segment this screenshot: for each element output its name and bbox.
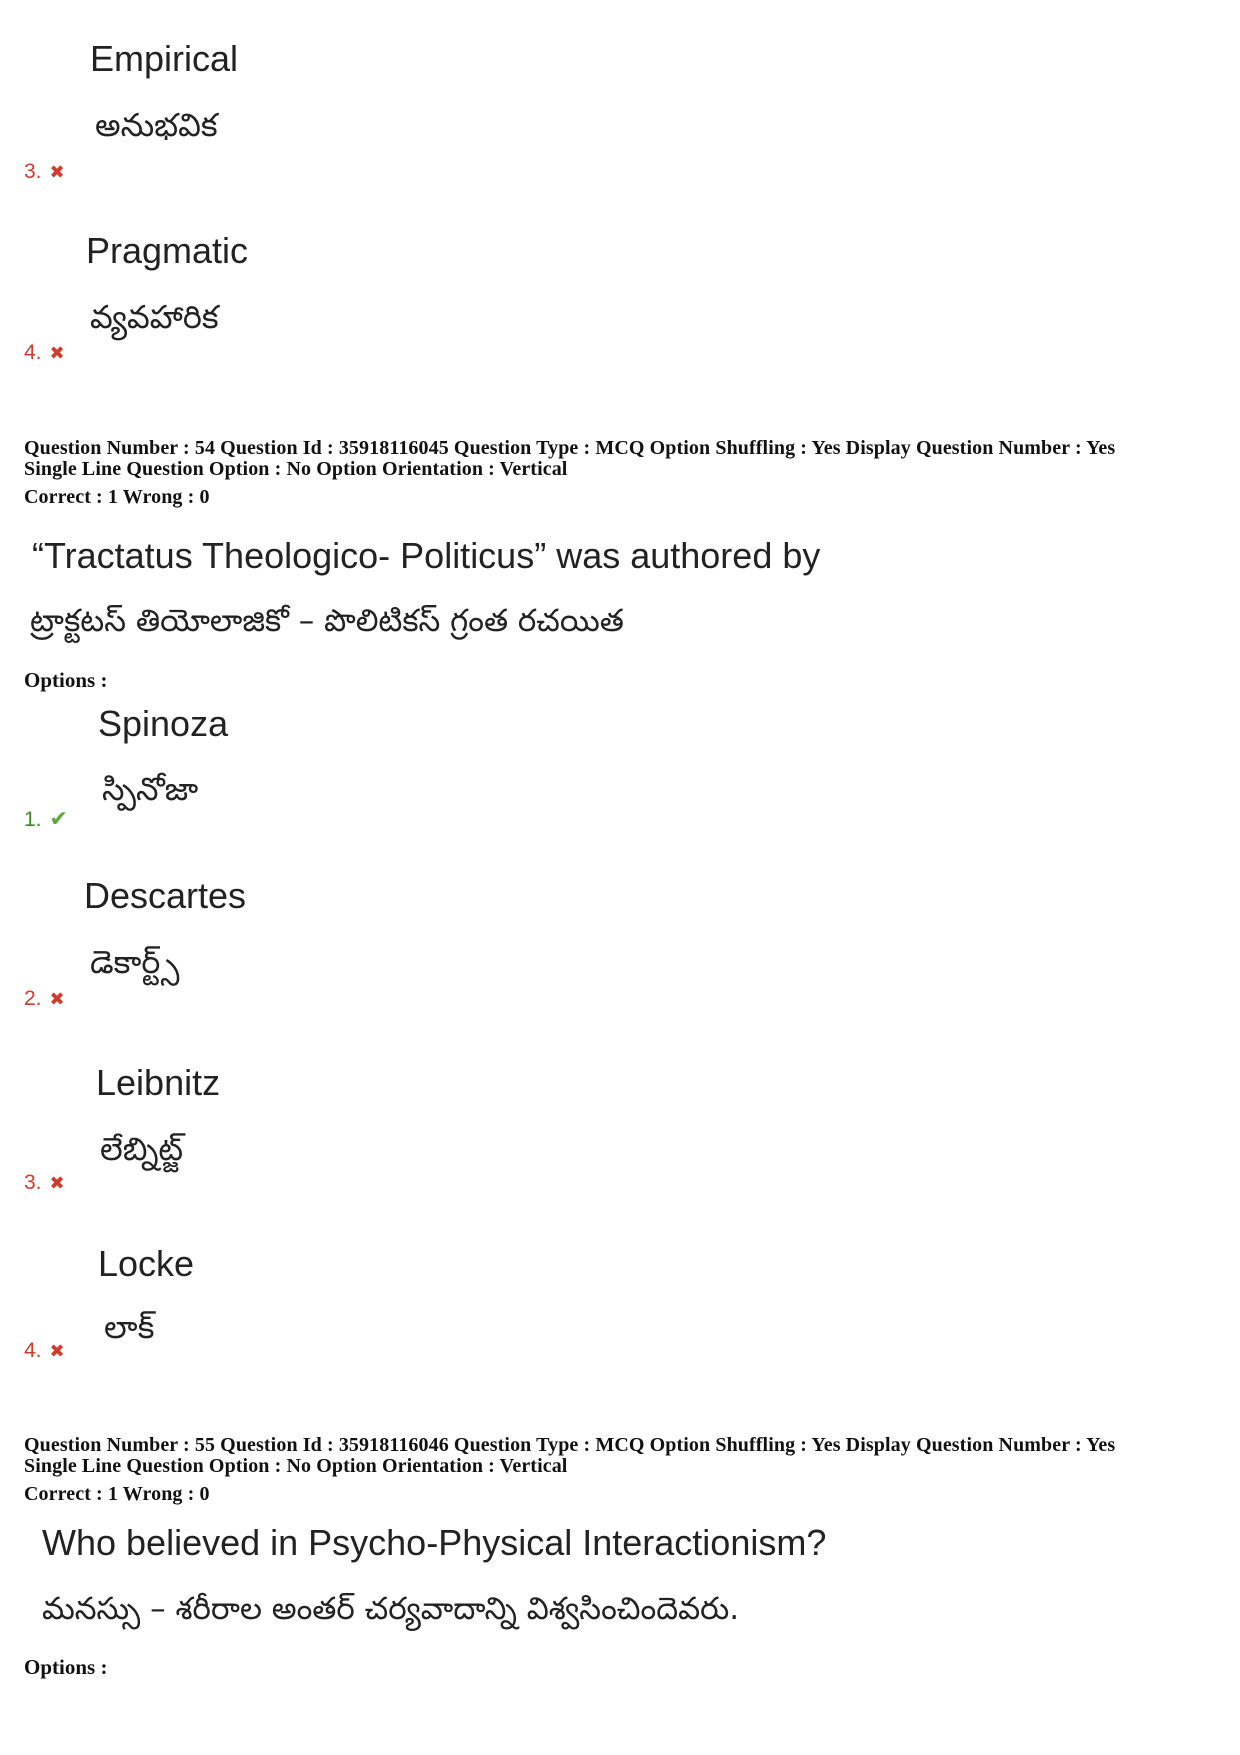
option-number: 4.	[24, 341, 42, 364]
q54-option-1-english: Spinoza	[98, 703, 229, 744]
q54-option-4-english: Locke	[98, 1243, 195, 1284]
option-3-telugu: అనుభవిక	[95, 106, 218, 144]
cross-icon: ✖	[49, 1341, 65, 1362]
option-number: 1.	[24, 808, 42, 831]
cross-icon: ✖	[49, 162, 65, 183]
option-number: 4.	[24, 1339, 42, 1362]
q54-options-label: Options :	[24, 668, 108, 692]
q55-meta-line1: Question Number : 55 Question Id : 35918116046 Question Type : MCQ Option Shuffling : Yes Display Question Number : Yes	[24, 1434, 1116, 1456]
q55-options-label: Options :	[24, 1655, 108, 1679]
q54-option-1-marker	[24, 807, 68, 832]
cross-icon: ✖	[49, 343, 65, 364]
q54-option-4-marker	[24, 1339, 65, 1363]
option-4-english: Pragmatic	[86, 230, 249, 271]
q54-option-2-telugu: డెకార్ట్స్	[90, 943, 180, 981]
q54-option-3-telugu: లేబ్నిట్జ్	[100, 1130, 184, 1168]
q54-meta-line3: Correct : 1 Wrong : 0	[24, 486, 210, 508]
q54-option-3-marker	[24, 1171, 65, 1195]
option-4-marker	[24, 341, 65, 365]
option-number: 2.	[24, 987, 42, 1010]
q55-meta-line3: Correct : 1 Wrong : 0	[24, 1483, 210, 1505]
q54-meta-line1: Question Number : 54 Question Id : 35918116045 Question Type : MCQ Option Shuffling : Yes Display Question Number : Yes	[24, 437, 1116, 459]
q54-option-4-telugu: లాక్	[104, 1308, 155, 1346]
option-number: 3.	[24, 160, 42, 183]
option-3-english: Empirical	[90, 38, 239, 79]
q54-option-2-marker	[24, 987, 65, 1011]
q55-question-telugu: మనస్సు – శరీరాల అంతర్ చర్యవాదాన్ని విశ్వసించిందెవరు.	[42, 1591, 740, 1627]
q55-meta-line2: Single Line Question Option : No Option Orientation : Vertical	[24, 1455, 568, 1477]
option-number: 3.	[24, 1171, 42, 1194]
q54-option-1-telugu: స్పినోజా	[102, 770, 199, 808]
q54-option-3-english: Leibnitz	[96, 1062, 221, 1103]
q55-question-english: Who believed in Psycho-Physical Interactionism?	[42, 1522, 827, 1563]
option-4-telugu: వ్యవహారిక	[90, 298, 219, 336]
q54-meta-line2: Single Line Question Option : No Option Orientation : Vertical	[24, 458, 568, 480]
q54-option-2-english: Descartes	[84, 875, 247, 916]
q54-question-english: “Tractatus Theologico- Politicus” was authored by	[32, 535, 821, 576]
cross-icon: ✖	[49, 1173, 65, 1194]
option-3-marker	[24, 160, 65, 184]
checkmark-icon: ✔	[49, 807, 68, 832]
q54-question-telugu: ట్రాక్టటస్ తియోలాజికో – పొలిటికస్ గ్రంత రచయిత	[30, 603, 624, 639]
cross-icon: ✖	[49, 989, 65, 1010]
